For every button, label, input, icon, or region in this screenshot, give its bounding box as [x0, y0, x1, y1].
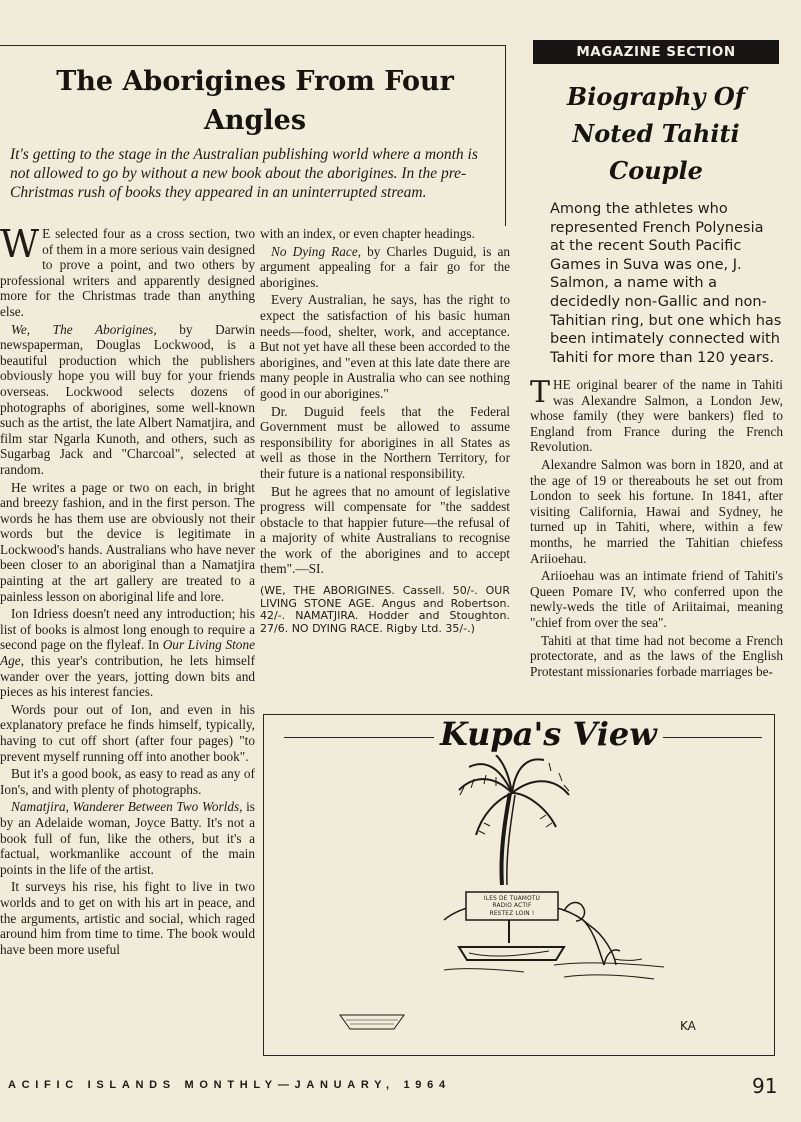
article-paragraph: Tahiti at that time had not become a French protectorate, and as the laws of the English Protestant missionaries forbade marriages be-: [530, 632, 783, 679]
publication-footer: ACIFIC ISLANDS MONTHLY—JANUARY, 1964: [8, 1079, 451, 1091]
article-standfirst: It's getting to the stage in the Australian publishing world where a month is not allowed to go by without a new book about the aborigines. In the pre-Christmas rush of books they appeared in an uninterrupted stream.: [10, 146, 478, 201]
article-paragraph: Ariioehau was an intimate friend of Tahiti's Queen Pomare IV, who conferred upon the newly-weds the title of Ariitaimai, meaning "chief from over the sea".: [530, 568, 783, 630]
drop-cap: T: [530, 377, 551, 410]
article-paragraph: Dr. Duguid feels that the Federal Government must be allowed to assume responsibility for aborigines in all States as well as those in the Northern Territory, for their future is a national responsibility.: [260, 403, 510, 481]
article-paragraph: Every Australian, he says, has the right to expect the satisfaction of his basic human needs—food, shelter, work, and acceptance. But not yet have all these been accorded to the aborigines, and "even at this late date there are many people in Australia who can see nothing good in our aborigines.": [260, 292, 510, 401]
biography-intro: Among the athletes who represented French Polynesia at the recent South Pacific Games in Suva was one, J. Salmon, a name with a decidedly non-Gallic and non-Tahitian ring, but one which has been intimately connected with Tahiti for more than 120 years.: [550, 201, 782, 366]
article-paragraph: No Dying Race, by Charles Duguid, is an argument appealing for a fair go for the aborigines.: [260, 243, 510, 290]
article-paragraph: We, The Aborigines, by Darwin newspaperman, Douglas Lockwood, is a beautiful production which the publishers obviously hope you will buy for your friends overseas. Lockwood selects dozens of photographs of aborigines, some well-known such as the artist, the late Albert Namatjira, and film star Ngarla Kunoth, and others, such as Sugarbag Jack and "Charcoal", selected at random.: [0, 321, 255, 477]
article-paragraph: But he agrees that no amount of legislative progress will compensate for "the saddest obstacle to that happier future—the refusal of a majority of white Australians to recognise the work of the aborigines and to accept them".—SI.: [260, 483, 510, 577]
cartoonist-signature: KA: [680, 1019, 696, 1033]
article-column-left: [0, 226, 255, 1056]
section-banner: MAGAZINE SECTION: [533, 40, 779, 64]
biography-headline: Biography Of Noted Tahiti Couple: [566, 82, 746, 185]
article-paragraph: Alexandre Salmon was born in 1820, and at the age of 19 or thereabouts he set out from London to seek his fortune. In 1841, after visiting California, Hawai and Sydney, he turned up in Tahiti, where, within a few months, he married the Tahitian chiefess Ariioehau.: [530, 456, 783, 566]
page-number: 91: [752, 1074, 778, 1098]
book-title: No Dying Race,: [271, 243, 362, 259]
sign-line: ILES DE TUAMOTU: [483, 896, 541, 902]
sign-line: RESTEZ LOIN !: [489, 910, 535, 917]
book-title: Namatjira, Wanderer Between Two Worlds,: [11, 799, 243, 815]
sign-line: RADIO ACTIF: [492, 903, 532, 910]
cartoon-illustration: [264, 715, 774, 1055]
article-paragraph: Ion Idriess doesn't need any introduction; his list of books is almost long enough to require a second page on the flyleaf. In Our Living Stone Age, this year's contribution, he lets himself wander over the years, jotting down bits and pieces as his interest fancies.: [0, 606, 255, 700]
drop-cap: W: [0, 226, 40, 266]
article-paragraph: He writes a page or two on each, in bright and breezy fashion, and in the first person. The words he has them use are obviously not their words but the device is legitimate in Lockwood's hands. Australians who have never been closer to an aboriginal than a Namatjira painting at the art gallery are treated to a painless lesson on aboriginal life and lore.: [0, 479, 255, 604]
book-title: We, The Aborigines,: [11, 321, 157, 337]
book-references: (WE, THE ABORIGINES. Cassell. 50/-. OUR LIVING STONE AGE. Angus and Robertson. 42/-. NAMATJIRA. Hodder and Stoughton. 27/6. NO DYING RACE. Rigby Ltd. 35/-.): [260, 584, 510, 635]
article-paragraph: THE original bearer of the name in Tahiti was Alexandre Salmon, a London Jew, whose family (they were bankers) fled to England from France during the French Revolution.: [530, 377, 783, 455]
biography-column: [530, 377, 783, 705]
article-headline: The Aborigines From Four Angles: [56, 66, 454, 136]
cartoon-frame: [263, 714, 775, 1056]
article-paragraph: It surveys his rise, his fight to live in two worlds and to get on with his art in peace, and the arguments, artistic and social, which raged around him from time to time. The book would have been more useful: [0, 879, 255, 957]
article-paragraph: But it's a good book, as easy to read as any of Ion's, and with plenty of photographs.: [0, 766, 255, 797]
article-paragraph: Namatjira, Wanderer Between Two Worlds, is by an Adelaide woman, Joyce Batty. It's not a book full of fun, like the others, but it's a factual, workmanlike account of the main points in the life of the artist.: [0, 799, 255, 877]
article-paragraph: Words pour out of Ion, and even in his explanatory preface he finds himself, typically, having to cut off short (after four pages) "to prevent myself running off into another book".: [0, 701, 255, 764]
book-title: Our Living Stone Age: [0, 637, 255, 669]
cartoon-title: Kupa's View: [434, 714, 663, 755]
article-column-middle: [260, 226, 510, 651]
article-paragraph: W E selected four as a cross section, two of them in a more serious vain designed to prove a point, and two others by professional writers and apparently designed more for the Christmas trade than anything else.: [0, 226, 255, 319]
cartoon-sign: [469, 896, 555, 918]
article-paragraph: with an index, or even chapter headings.: [260, 226, 475, 241]
